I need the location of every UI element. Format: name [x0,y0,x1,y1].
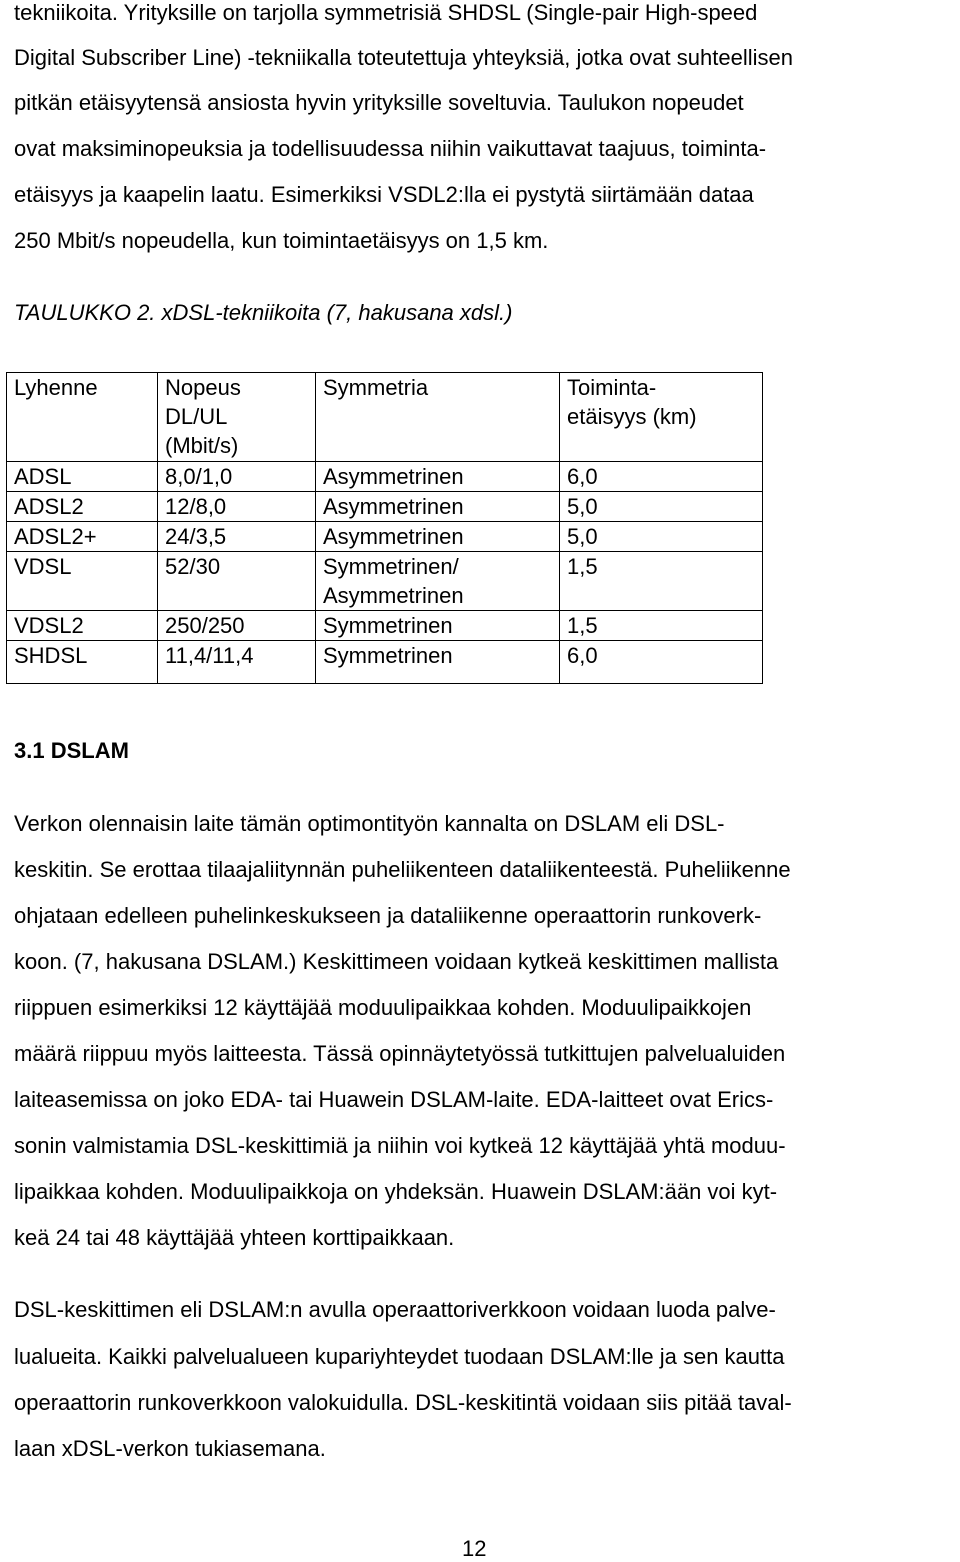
table-cell: ADSL2+ [7,522,158,552]
text-line: määrä riippuu myös laitteesta. Tässä opinnäytetyössä tutkittujen palvelualuiden [14,1041,786,1066]
table-cell: 5,0 [560,522,763,552]
text-line: operaattorin runkoverkkoon valokuidulla. DSL-keskitintä voidaan siis pitää taval- [14,1390,792,1415]
table-cell: Symmetrinen [316,611,560,641]
table-row [7,552,763,611]
header-text: Nopeus [165,375,241,400]
table-cell: 6,0 [560,462,763,492]
table-cell: Asymmetrinen [316,522,560,552]
table-row [7,522,763,552]
table-header-row [7,373,763,462]
table-cell: 11,4/11,4 [158,641,316,684]
table-cell [316,552,560,611]
table-cell: 1,5 [560,552,763,611]
text-line: etäisyys ja kaapelin laatu. Esimerkiksi VSDL2:lla ei pystytä siirtämään dataa [14,182,754,207]
table-cell: 8,0/1,0 [158,462,316,492]
text-line: Digital Subscriber Line) -tekniikalla toteutettuja yhteyksiä, jotka ovat suhteellisen [14,45,793,70]
text-line: laiteasemissa on joko EDA- tai Huawein DSLAM-laite. EDA-laitteet ovat Erics- [14,1087,774,1112]
table-cell: 1,5 [560,611,763,641]
text-line: lipaikkaa kohden. Moduulipaikkoja on yhdeksän. Huawein DSLAM:ään voi kyt- [14,1179,778,1204]
table-cell: Symmetrinen [316,641,560,684]
page-number: 12 [462,1536,487,1561]
table-row [7,611,763,641]
xdsl-table [6,372,763,684]
text-line: DSL-keskittimen eli DSLAM:n avulla operaattoriverkkoon voidaan luoda palve- [14,1297,776,1322]
cell-text: Symmetrinen/ [323,554,459,579]
section-heading: 3.1 DSLAM [14,738,129,763]
table-cell: VDSL [7,552,158,611]
text-line: lualueita. Kaikki palvelualueen kupariyhteydet tuodaan DSLAM:lle ja sen kautta [14,1344,785,1369]
table-cell: 24/3,5 [158,522,316,552]
table-cell: Asymmetrinen [316,462,560,492]
table-cell: SHDSL [7,641,158,684]
table-cell: ADSL2 [7,492,158,522]
text-line: ohjataan edelleen puhelinkeskukseen ja dataliikenne operaattorin runkoverk- [14,903,762,928]
header-text: (Mbit/s) [165,433,239,458]
table-cell: Asymmetrinen [316,492,560,522]
table-cell: ADSL [7,462,158,492]
header-cell [7,373,158,462]
text-line: riippuen esimerkiksi 12 käyttäjää moduulipaikkaa kohden. Moduulipaikkojen [14,995,752,1020]
text-line: laan xDSL-verkon tukiasemana. [14,1436,326,1461]
text-line: keskitin. Se erottaa tilaajaliitynnän puheliikenteen dataliikenteestä. Puheliikenne [14,857,791,882]
text-line: 250 Mbit/s nopeudella, kun toimintaetäisyys on 1,5 km. [14,228,549,253]
table-cell: 5,0 [560,492,763,522]
table-row [7,462,763,492]
text-line: Verkon olennaisin laite tämän optimontityön kannalta on DSLAM eli DSL- [14,811,725,836]
header-cell [158,373,316,462]
header-text: Lyhenne [14,375,98,400]
table-row [7,492,763,522]
text-line: ovat maksiminopeuksia ja todellisuudessa niihin vaikuttavat taajuus, toiminta- [14,136,767,161]
header-text: etäisyys (km) [567,404,697,429]
table-cell: VDSL2 [7,611,158,641]
header-cell [560,373,763,462]
header-cell [316,373,560,462]
table-cell: 6,0 [560,641,763,684]
text-line: pitkän etäisyytensä ansiosta hyvin yrityksille soveltuvia. Taulukon nopeudet [14,90,744,115]
text-line: tekniikoita. Yrityksille on tarjolla symmetrisiä SHDSL (Single-pair High-speed [14,0,758,25]
table-caption: TAULUKKO 2. xDSL-tekniikoita (7, hakusana xdsl.) [14,300,513,325]
text-line: keä 24 tai 48 käyttäjää yhteen korttipaikkaan. [14,1225,455,1250]
table-row [7,641,763,684]
text-line: sonin valmistamia DSL-keskittimiä ja niihin voi kytkeä 12 käyttäjää yhtä moduu- [14,1133,786,1158]
header-text: Symmetria [323,375,429,400]
text-line: koon. (7, hakusana DSLAM.) Keskittimeen voidaan kytkeä keskittimen mallista [14,949,779,974]
cell-text: Asymmetrinen [323,583,464,608]
table-cell: 52/30 [158,552,316,611]
table-cell: 250/250 [158,611,316,641]
table-cell: 12/8,0 [158,492,316,522]
header-text: DL/UL [165,404,228,429]
header-text: Toiminta- [567,375,657,400]
